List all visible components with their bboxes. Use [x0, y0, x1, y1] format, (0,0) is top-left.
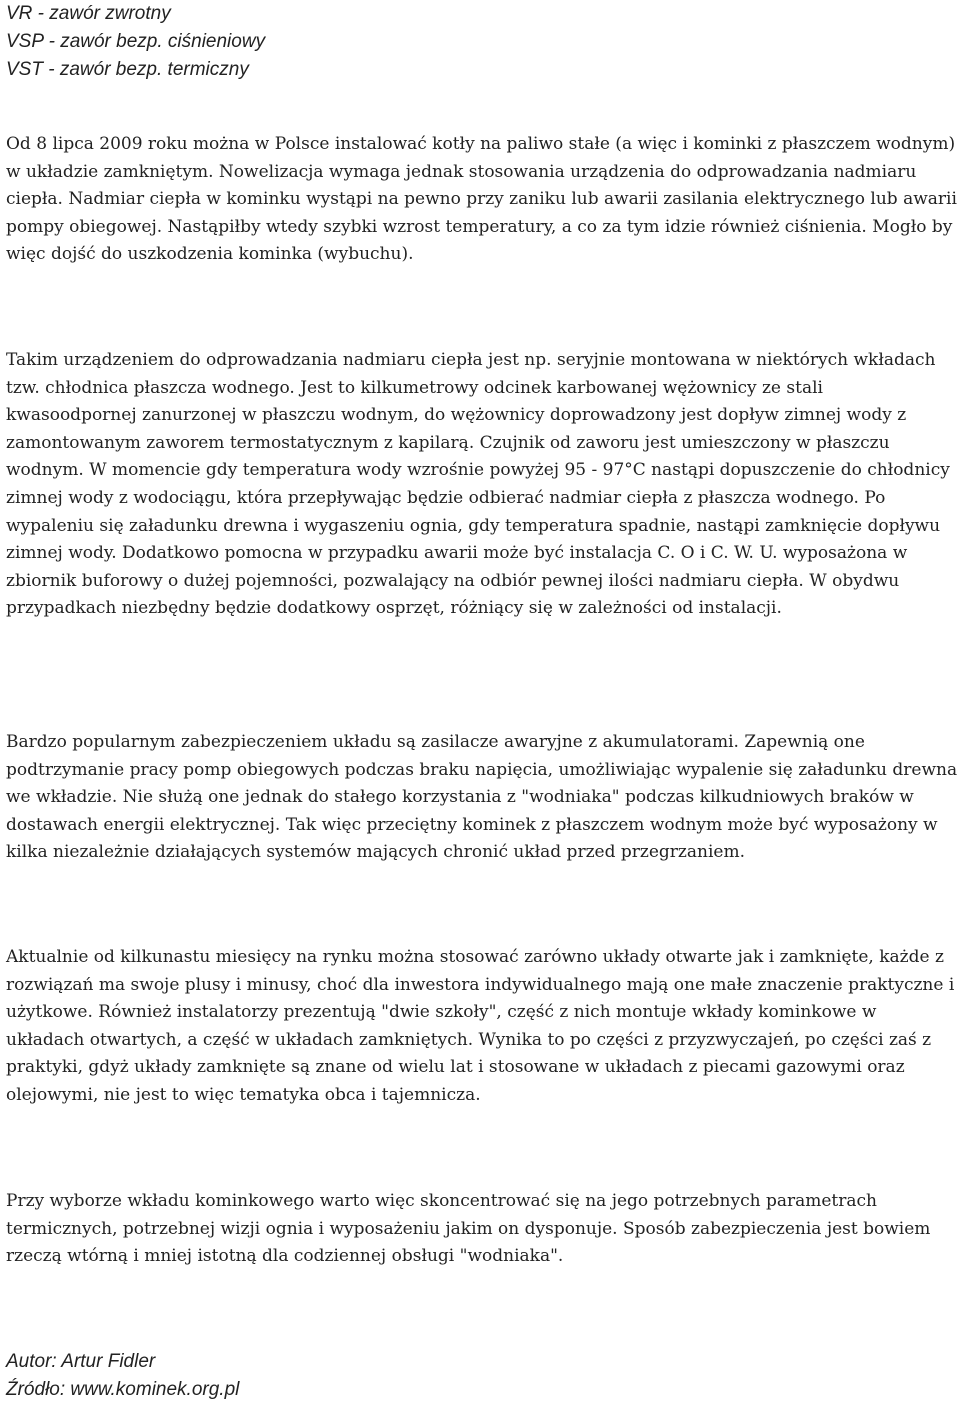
legend-item-vr: VR - zawór zwrotny — [6, 3, 171, 24]
paragraph-cooler: Takim urządzeniem do odprowadzania nadmiaru ciepła jest np. seryjnie montowana w niektórych wkładach tzw. chłodnica płaszcza wodnego. Jest to kilkumetrowy odcinek karbowanej wężownicy ze stali kwasoodpornej zanurzonej w płaszczu wodnym, do wężownicy doprowadzony jest dopływ zimnej wody z zamontowanym zaworem termostatycznym z kapilarą. Czujnik od zaworu jest umieszczony w płaszczu wodnym. W momencie gdy temperatura wody wzrośnie powyżej 95 - 97°C nastąpi dopuszczenie do chłodnicy zimnej wody z wodociągu, która przepływając będzie odbierać nadmiar ciepła z płaszcza wodnego. Po wypaleniu się załadunku drewna i wygaszeniu ognia, gdy temperatura spadnie, nastąpi zamknięcie dopływu zimnej wody. Dodatkowo pomocna w przypadku awarii może być instalacja C. O i C. W. U. wyposażona w zbiornik buforowy o dużej pojemności, pozwalający na odbiór pewnej ilości nadmiaru ciepła. W obydwu przypadkach niezbędny będzie dodatkowy osprzęt, różniący się w zależności od instalacji. — [6, 350, 950, 619]
paragraph-choice: Przy wyborze wkładu kominkowego warto więc skoncentrować się na jego potrzebnych parametrach termicznych, potrzebnej wizji ognia i wyposażeniu jakim on dysponuje. Sposób zabezpieczenia jest bowiem rzeczą wtórną i mniej istotną dla codziennej obsługi "wodniaka". — [6, 1191, 931, 1267]
paragraph-ups: Bardzo popularnym zabezpieczeniem układu są zasilacze awaryjne z akumulatorami. Zapewnią one podtrzymanie pracy pomp obiegowych podczas braku napięcia, umożliwiając wypalenie się załadunku drewna we wkładzie. Nie służą one jednak do stałego korzystania z "wodniaka" podczas kilkudniowych braków w dostawach energii elektrycznej. Tak więc przeciętny kominek z płaszczem wodnym może być wyposażony w kilka niezależnie działających systemów mających chronić układ przed przegrzaniem. — [6, 732, 958, 863]
valve-legend — [6, 0, 265, 84]
paragraph-regulation: Od 8 lipca 2009 roku można w Polsce instalować kotły na paliwo stałe (a więc i kominki z płaszczem wodnym) w układzie zamkniętym. Nowelizacja wymaga jednak stosowania urządzenia do odprowadzania nadmiaru ciepła. Nadmiar ciepła w kominku wystąpi na pewno przy zaniku lub awarii zasilania elektrycznego lub awarii pompy obiegowej. Nastąpiłby wtedy szybki wzrost temperatury, a co za tym idzie również ciśnienia. Mogło by więc dojść do uszkodzenia kominka (wybuchu). — [6, 134, 957, 265]
paragraph-open-closed-systems: Aktualnie od kilkunastu miesięcy na rynku można stosować zarówno układy otwarte jak i zamknięte, każde z rozwiązań ma swoje plusy i minusy, choć dla inwestora indywidualnego mają one małe znaczenie praktyczne i użytkowe. Również instalatorzy prezentują "dwie szkoły", część z nich montuje wkłady kominkowe w układach otwartych, a część w układach zamkniętych. Wynika to po części z przyzwyczajeń, po części zaś z praktyki, gdyż układy zamknięte są znane od wielu lat i stosowane w układach z piecami gazowymi oraz olejowymi, nie jest to więc tematyka obca i tajemnicza. — [6, 947, 955, 1105]
source-line: Źródło: www.kominek.org.pl — [6, 1379, 240, 1400]
author-line: Autor: Artur Fidler — [6, 1351, 156, 1372]
article-footer — [6, 1348, 239, 1404]
legend-item-vsp: VSP - zawór bezp. ciśnieniowy — [6, 31, 266, 52]
legend-item-vst: VST - zawór bezp. termiczny — [6, 59, 249, 80]
